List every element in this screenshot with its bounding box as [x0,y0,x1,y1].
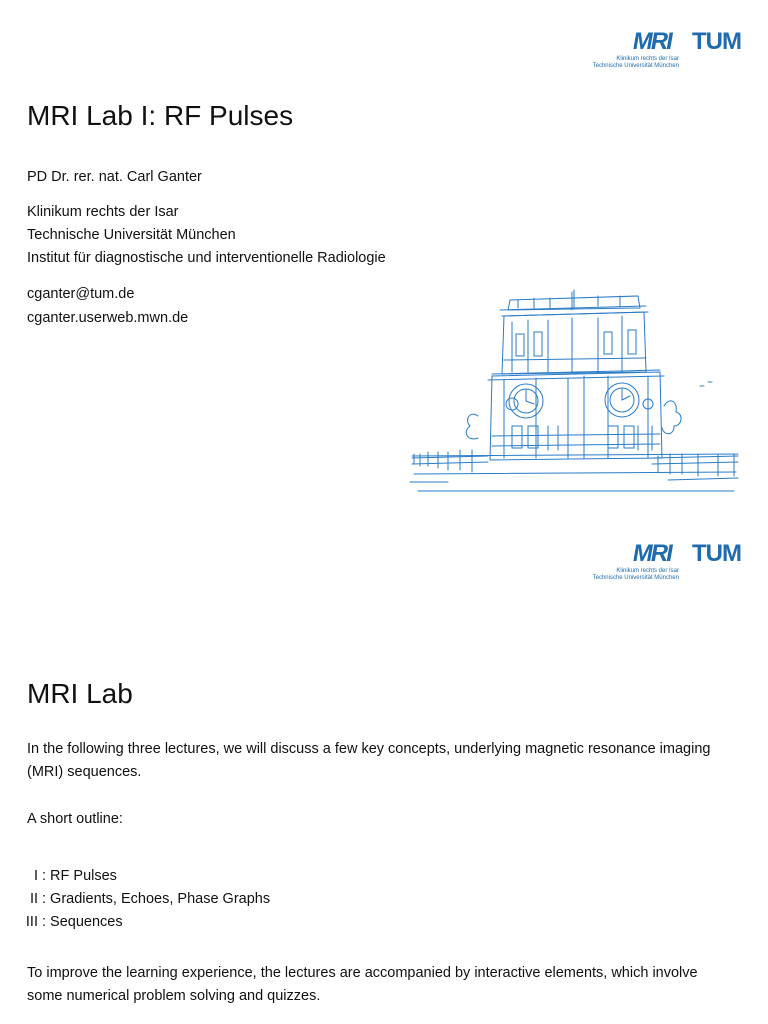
affiliation-line: Institut für diagnostische und interventionelle Radiologie [27,250,386,266]
author-name: PD Dr. rer. nat. Carl Ganter [27,169,202,185]
closing-paragraph: To improve the learning experience, the lectures are accompanied by interactive elements, which involve some numerical problem solving and quizzes. [27,965,698,1004]
slide-outline [0,512,768,1024]
mri-logo: MRI [630,540,674,567]
affiliation-line: Klinikum rechts der Isar [27,204,179,220]
logo-subline: Klinikum rechts der Isar [616,56,679,62]
mri-logo: MRI [630,28,674,55]
outline-text: : RF Pulses [42,868,117,884]
website-link[interactable]: cganter.userweb.mwn.de [27,310,189,326]
outline-item [6,865,117,888]
logo-group [589,540,741,586]
slide-title-heading: MRI Lab I: RF Pulses [27,100,294,131]
outline-item [6,888,270,911]
outline-number: II [29,891,38,907]
outline-text: : Gradients, Echoes, Phase Graphs [42,891,271,907]
tum-logo: TUM [692,540,741,567]
slide-heading: MRI Lab [27,678,133,709]
outline-number: III [25,914,38,930]
logo-group [589,28,741,74]
affiliation-line: Technische Universität München [27,227,236,243]
outline-item [6,911,123,934]
outline-text: : Sequences [42,914,123,930]
logo-subline: Klinikum rechts der Isar [616,568,679,574]
logo-subline: Technische Universität München [592,63,679,69]
outline-number: I [33,868,38,884]
outline-heading: A short outline: [27,811,123,827]
email-link[interactable]: cganter@tum.de [27,286,135,302]
clock-tower-sketch [408,286,740,540]
tum-logo: TUM [692,28,741,55]
logo-subline: Technische Universität München [592,575,679,581]
intro-paragraph: In the following three lectures, we will discuss a few key concepts, underlying magnetic resonance imaging (MRI) sequences. [27,741,711,780]
